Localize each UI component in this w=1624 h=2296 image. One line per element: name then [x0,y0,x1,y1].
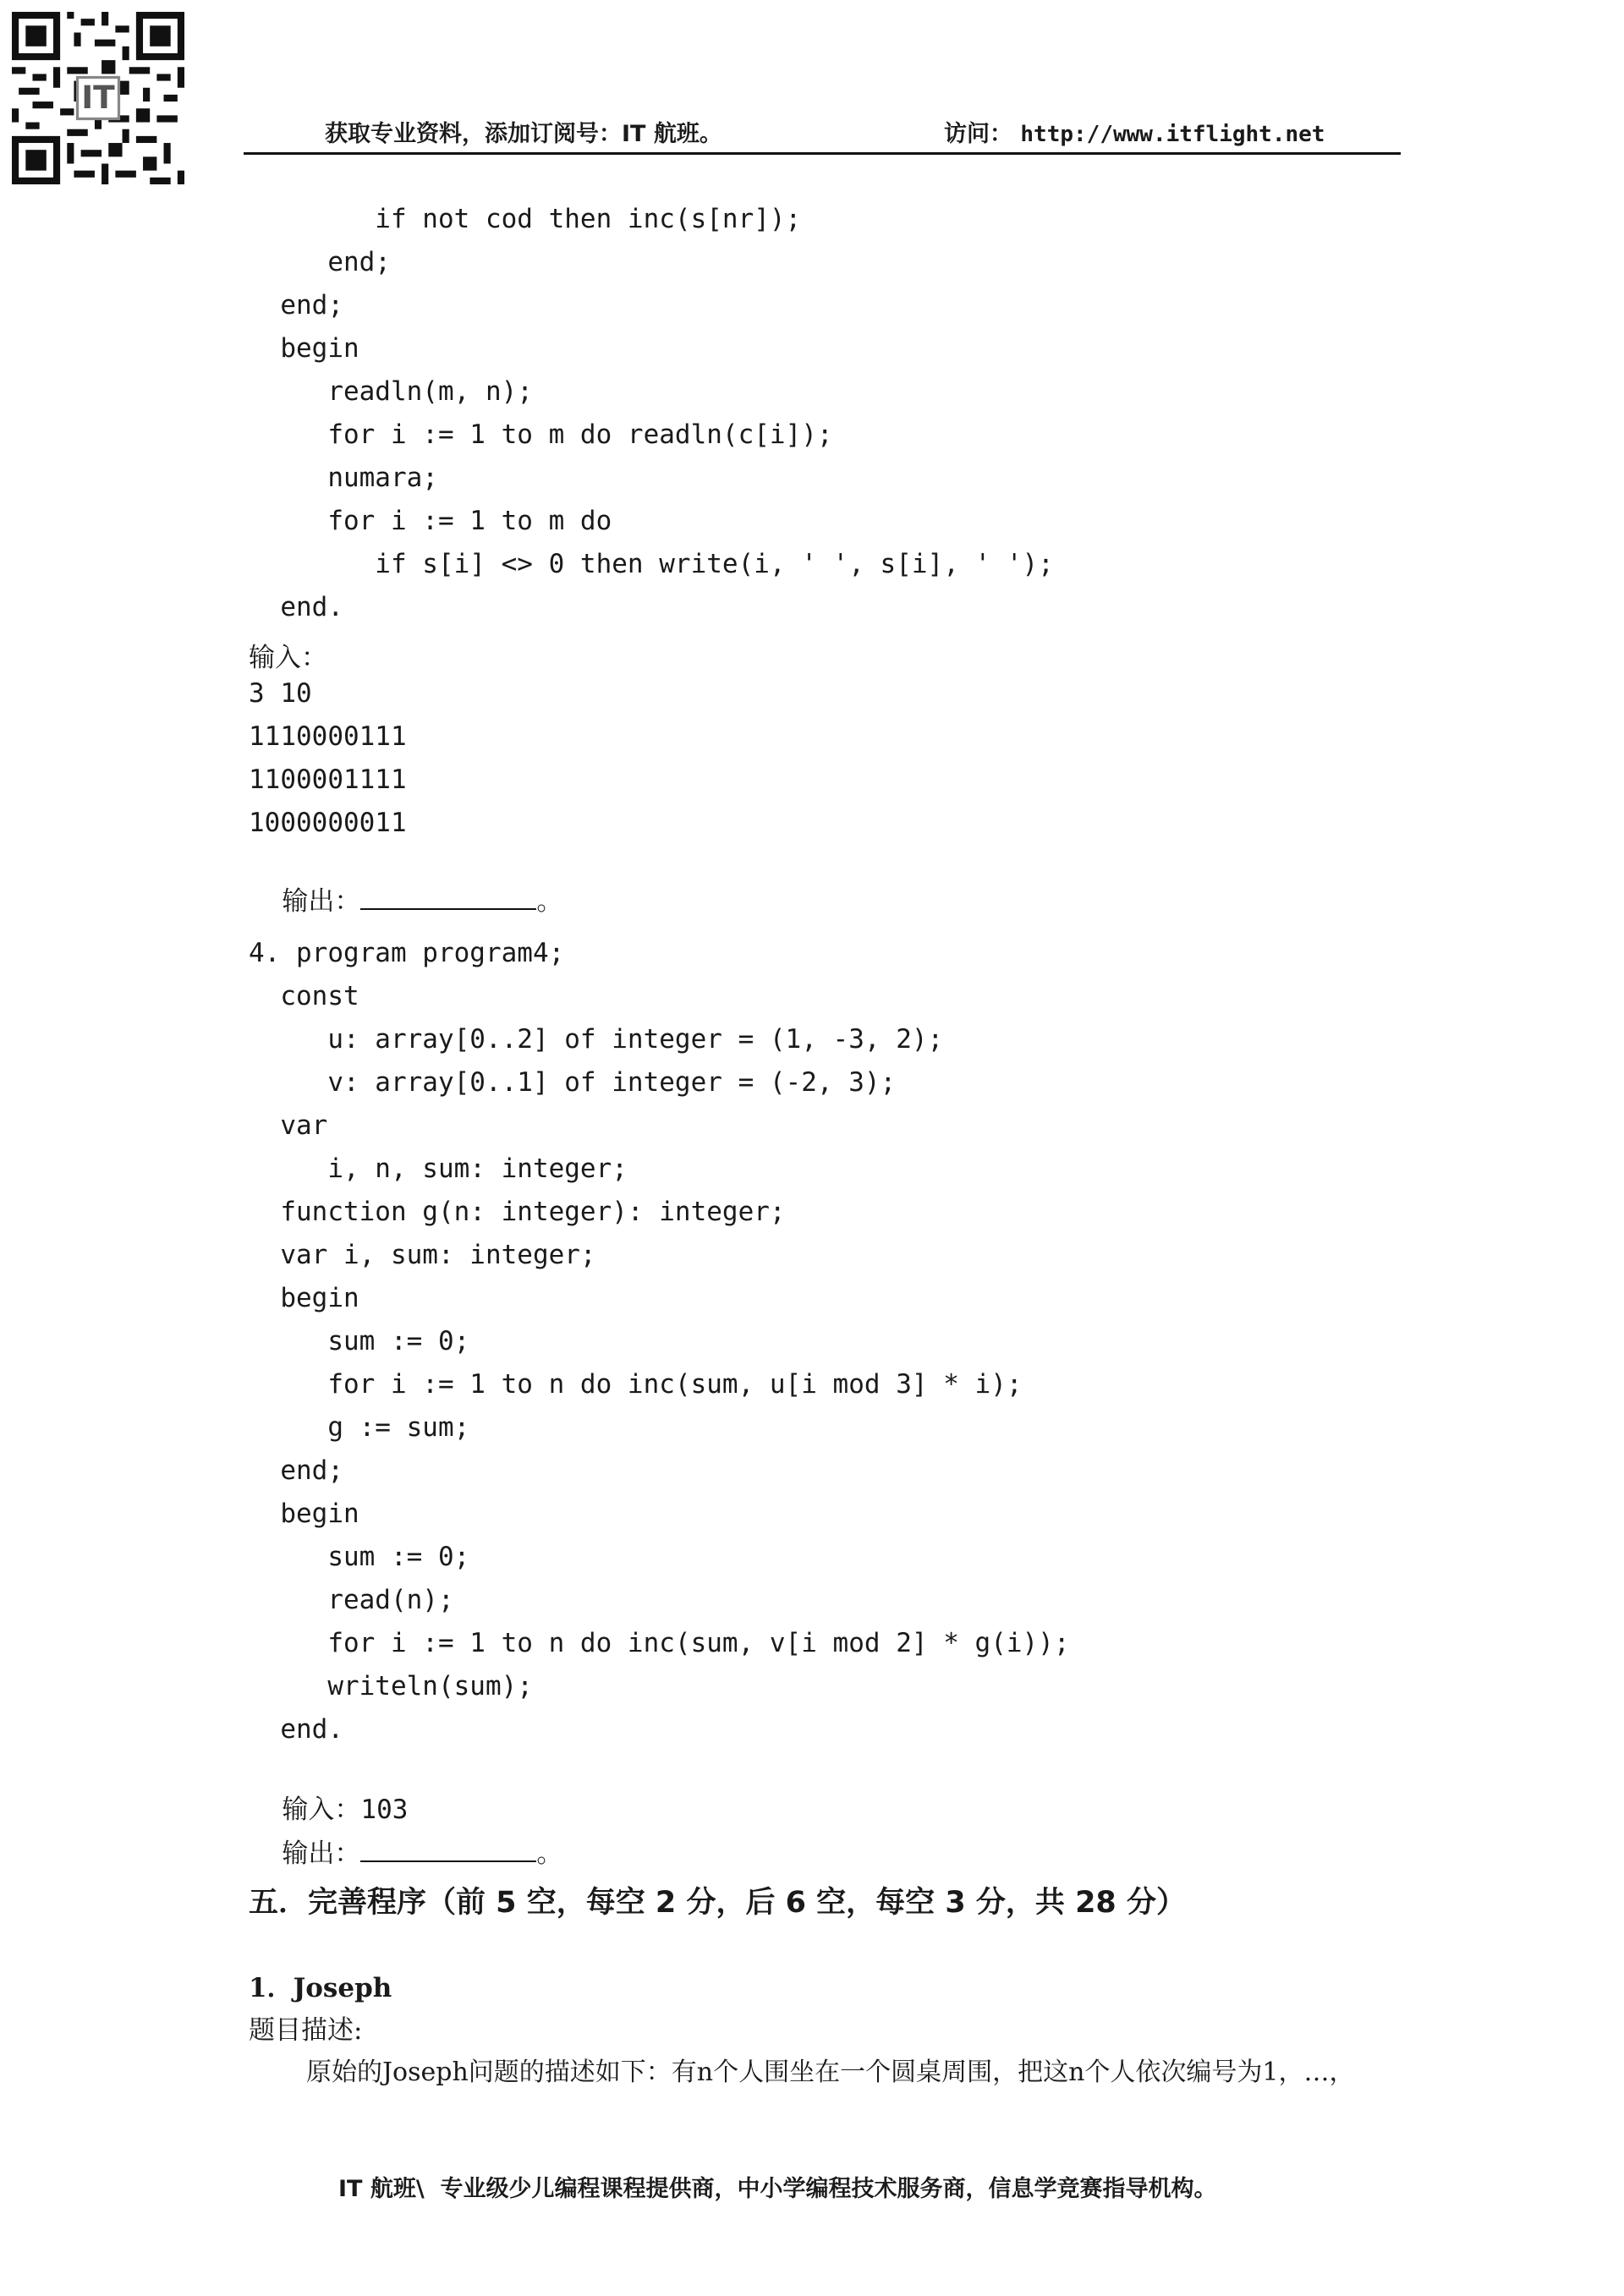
section-title: 五．完善程序（前 5 空，每空 2 分，后 6 空，每空 3 分，共 28 分） [249,1886,1186,1920]
problem-desc-label: 题目描述: [249,2015,363,2046]
code-line: end; [249,1455,343,1486]
page-header [244,115,1401,155]
input-line: 1100001111 [249,764,407,795]
answer-blank[interactable] [360,1837,536,1862]
header-visit-label: 访问： [944,121,1012,147]
code-line: readln(m, n); [249,376,533,407]
code-line: i, n, sum: integer; [249,1153,628,1184]
code-line: 4. program program4; [249,938,565,968]
code-line: const [249,981,359,1011]
code-line: for i := 1 to m do readln(c[i]); [249,419,833,450]
output-label: 输出： [282,886,361,917]
code-line: end. [249,592,343,622]
code-line: begin [249,1499,359,1529]
code-line: sum := 0; [249,1326,470,1356]
answer-blank[interactable] [360,885,536,910]
input-line: 1000000011 [249,808,407,838]
code-line: for i := 1 to m do [249,506,612,536]
code-line: g := sum; [249,1412,470,1443]
code-line: read(n); [249,1585,454,1615]
page-footer: IT 航班\ 专业级少儿编程课程提供商，中小学编程技术服务商，信息学竞赛指导机构。 [338,2176,1217,2202]
input-line: 3 10 [249,678,312,709]
header-url-link[interactable]: http://www.itflight.net [1020,122,1325,147]
code-line: if not cod then inc(s[nr]); [249,204,802,234]
code-line: if s[i] <> 0 then write(i, ' ', s[i], ' '); [249,549,1054,579]
code-line: var [249,1110,328,1141]
input-line: 1110000111 [249,721,407,752]
header-visit [944,115,1325,148]
input-label: 输入： [249,643,327,673]
output-label: 输出： [282,1838,361,1869]
output-answer-line [249,849,562,948]
code-line: for i := 1 to n do inc(sum, u[i mod 3] * i); [249,1369,1023,1400]
output-end: 。 [536,1838,563,1869]
output-end: 。 [536,886,563,917]
code-line: var i, sum: integer; [249,1240,596,1270]
code-line: for i := 1 to n do inc(sum, v[i mod 2] * g(i)); [249,1628,1070,1658]
qr-code-icon [12,12,184,184]
code-line: end; [249,290,343,321]
input-label: 输入： [282,1795,361,1825]
problem-desc: 原始的Joseph问题的描述如下：有n个人围坐在一个圆桌周围，把这n个人依次编号为1，…， [306,2058,1355,2087]
code-line: numara; [249,463,438,493]
code-line: begin [249,333,359,364]
code-line: end; [249,247,391,277]
code-line: sum := 0; [249,1542,470,1572]
header-subscribe-text: 获取专业资料，添加订阅号：IT 航班。 [325,121,722,147]
code-line: function g(n: integer): integer; [249,1197,786,1227]
input-value: 103 [360,1795,409,1825]
code-line: end. [249,1714,343,1745]
code-line: v: array[0..1] of integer = (-2, 3); [249,1067,897,1098]
code-line: u: array[0..2] of integer = (1, -3, 2); [249,1024,944,1055]
svg-text:IT: IT [81,79,115,117]
problem-title: 1．Joseph [249,1973,392,2003]
code-line: begin [249,1283,359,1313]
code-line: writeln(sum); [249,1671,533,1701]
